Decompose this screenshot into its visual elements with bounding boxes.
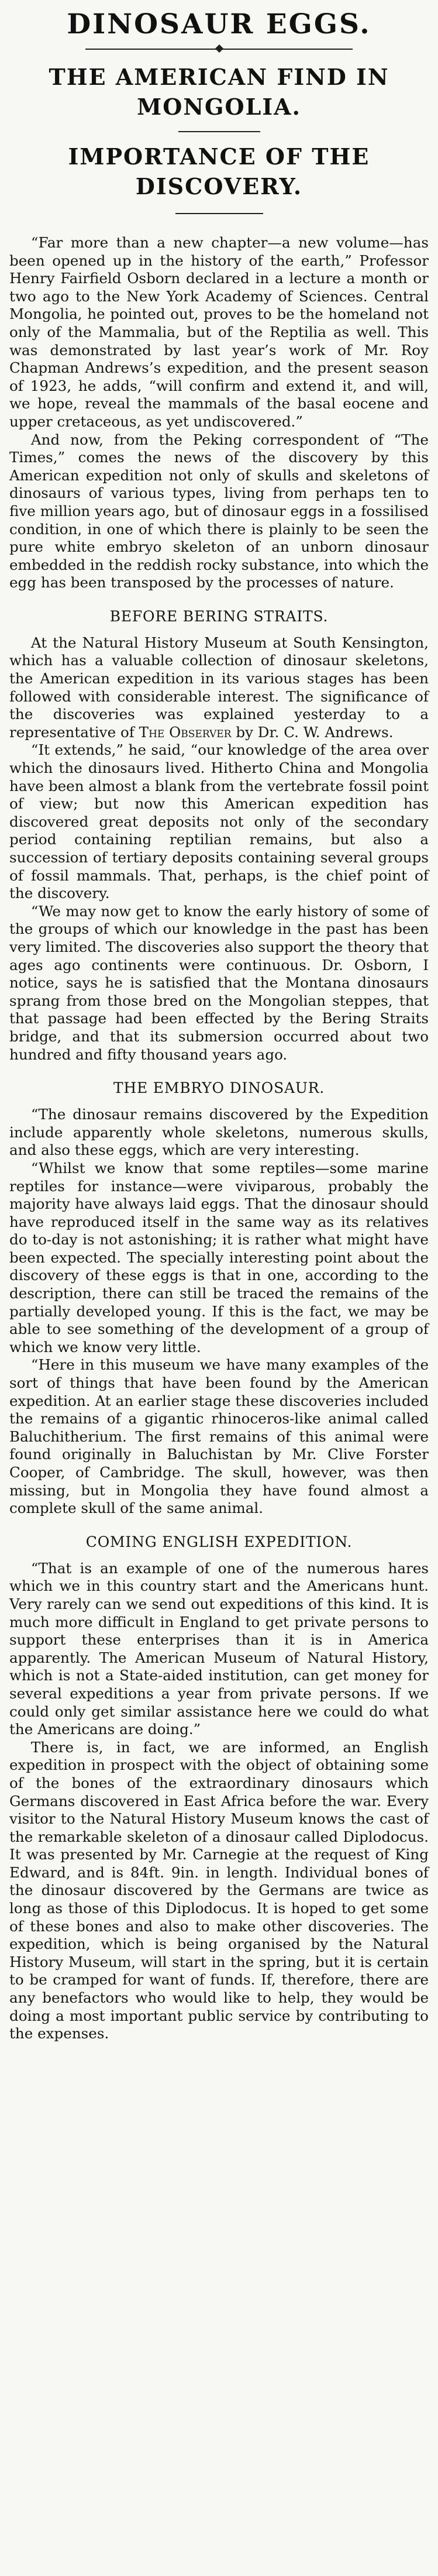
section-paragraph: “We may now get to know the early history of some of the groups of which our knowledge in the past has been very limited. The discoveries also support the theory that ages ago continents were continuous. Dr. Osborn, I notice, says he is satisfied that the Montana dinosaurs sprang from those bred on the Mongolian steppes, that that passage had been effected by the Bering Straits bridge, and that its submersion occurred about two hundred and fifty thousand years ago.	[9, 902, 429, 1063]
article-body	[9, 234, 429, 2043]
headline-end-rule	[175, 213, 263, 214]
section-paragraph: “Here in this museum we have many examples of the sort of things that have been found by the American expedition. At an earlier stage these discoveries included the remains of a gigantic rhinoceros-like animal called Baluchitherium. The first remains of this animal were found originally in Baluchistan by Mr. Clive Forster Cooper, of Cambridge. The skull, however, was then missing, but in Mongolia they have found almost a complete skull of the same animal.	[9, 1356, 429, 1517]
section-paragraph: “That is an example of one of the numerous hares which we in this country start and the Americans hunt. Very rarely can we send out expeditions of this kind. It is much more difficult in England to get private persons to support these enterprises than it is in America apparently. The American Museum of Natural History, which is not a State-aided institution, can get money for several expeditions a year from private persons. If we could only get similar assistance here we could do what the Americans are doing.”	[9, 1559, 429, 1738]
section-heading-bering-straits: BEFORE BERING STRAITS.	[109, 607, 329, 625]
section-paragraph: “It extends,” he said, “our knowledge of the area over which the dinosaurs lived. Hitherto China and Mongolia have been almost a blank from the vertebrate fossil point of view; but now this American expedition has discovered great deposits not only of the secondary period containing reptilian remains, but also a succession of tertiary deposits containing several groups of fossil mammals. That, perhaps, is the chief point of the discovery.	[9, 741, 429, 902]
article-deck: THE AMERICAN FIND IN MONGOLIA.	[49, 64, 389, 120]
article-title: DINOSAUR EGGS.	[67, 8, 371, 40]
section-paragraph: “Whilst we know that some reptiles—some marine reptiles for instance—were viviparous, probably the majority have always laid eggs. That the dinosaur should have reproduced itself in the same way as its relatives do to-day is not astonishing; it is rather what might have been expected. The specially interesting point about the discovery of these eggs is that in one, according to the description, there can still be traced the remains of the partially developed young. If this is the fact, we may be able to see something of the development of a group of which we know very little.	[9, 1159, 429, 1356]
section-heading-english-expedition: COMING ENGLISH EXPEDITION.	[85, 1533, 353, 1550]
section-paragraph: There is, in fact, we are informed, an English expedition in prospect with the object of obtaining some of the bones of the extraordinary dinosaurs which Germans discovered in East Africa before the war. Every visitor to the Natural History Museum knows the cast of the remarkable skeleton of a dinosaur called Diplodocus. It was presented by Mr. Carnegie at the request of King Edward, and is 84ft. 9in. in length. Individual bones of the dinosaur discovered by the Germans are twice as long as those of this Diplodocus. It is hoped to get some of these bones and also to make other discoveries. The expedition, which is being organised by the Natural History Museum, will start in the spring, but it is certain to be cramped for want of funds. If, therefore, there are any benefactors who would like to help, they would be doing a most important public service by contributing to the expenses.	[9, 1738, 429, 2042]
section-paragraph: “The dinosaur remains discovered by the Expedition include apparently whole skeletons, numerous skulls, and also these eggs, which are very interesting.	[9, 1106, 429, 1159]
intro-paragraph: And now, from the Peking correspondent of “The Times,” comes the news of the discovery by this American expedition not only of skulls and skeletons of dinosaurs of various types, living from perhaps ten to five million years ago, but of dinosaur eggs in a fossilised condition, in one of which there is plainly to be seen the pure white embryo skeleton of an unborn dinosaur embedded in the reddish rocky substance, into which the egg has been transposed by the processes of nature.	[9, 431, 429, 591]
section-heading-embryo-dinosaur: THE EMBRYO DINOSAUR.	[113, 1079, 325, 1097]
deck-divider	[178, 131, 260, 132]
intro-paragraph: “Far more than a new chapter—a new volume—has been opened up in the history of the earth,” Professor Henry Fairfield Osborn declared in a lecture a month or two ago to the New York Academy of Sciences. Central Mongolia, he pointed out, proves to be the homeland not only of the Mammalia, but of the Reptilia as well. This was demonstrated by last year’s work of Mr. Roy Chapman Andrews’s expedition, and the present season of 1923, he adds, “will confirm and extend it, and will, we hope, reveal the mammals of the basal eocene and upper cretaceous, as yet undiscovered.”	[9, 234, 429, 430]
article-subdeck: IMPORTANCE OF THE DISCOVERY.	[68, 143, 370, 200]
ornamental-rule	[85, 44, 353, 54]
section-paragraph: At the Natural History Museum at South Kensington, which has a valuable collection of dinosaur skeletons, the American expedition in its various stages has been followed with considerable interest. The significance of the discoveries was explained yesterday to a representative of The Observer by Dr. C. W. Andrews.	[9, 634, 429, 741]
